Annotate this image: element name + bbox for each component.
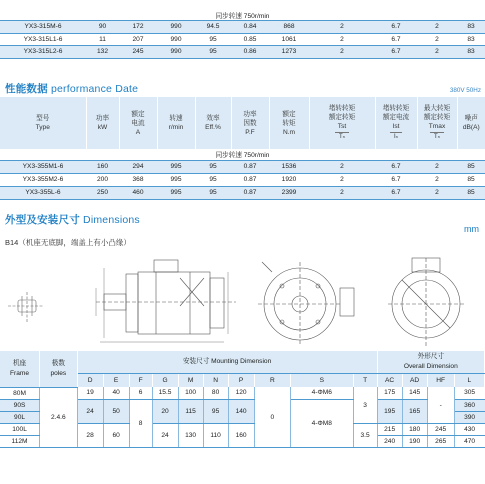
cell: 175: [377, 387, 402, 399]
col-header: AD: [402, 373, 427, 387]
mounting-note: B14（机座无底脚，端盖上有小凸缘）: [5, 238, 131, 247]
header-overall: 外形尺寸 Overall Dimension: [377, 351, 484, 373]
cell: 94.5: [195, 21, 231, 34]
header-noise: 噪声 dB(A): [457, 97, 485, 149]
cell: 0.84: [231, 21, 269, 34]
cell: 95: [195, 186, 231, 199]
cell: 83: [457, 33, 485, 46]
col-header: AC: [377, 373, 402, 387]
cell: 294: [119, 160, 157, 173]
sync-speed-row: [0, 149, 485, 160]
cell: 80M: [0, 387, 40, 399]
motor-dimension-drawings: [0, 248, 485, 348]
col-header: R: [254, 373, 290, 387]
header-locked-torque: 堵转转矩 额定转矩 Tst Tₙ: [309, 97, 375, 149]
cell: 250: [86, 186, 119, 199]
header-max-torque: 最大转矩 额定转矩 Tmax Tₙ: [417, 97, 457, 149]
col-header: T: [353, 373, 377, 387]
cell: 430: [454, 424, 484, 436]
cell: 995: [157, 160, 195, 173]
col-header: E: [103, 373, 129, 387]
cell: 2: [309, 33, 375, 46]
table-row: [0, 21, 485, 34]
col-header: F: [129, 373, 152, 387]
cell: 265: [427, 436, 454, 448]
table-row: [0, 173, 485, 186]
cell: 24: [152, 424, 178, 448]
cell: 90L: [0, 411, 40, 423]
cell: 1536: [269, 160, 309, 173]
cell: 2: [417, 173, 457, 186]
cell: YX3-315M-6: [0, 21, 86, 34]
table-row: [0, 387, 485, 399]
voltage-label: 380V 50Hz: [449, 87, 481, 94]
cell: 368: [119, 173, 157, 186]
cell: 6.7: [375, 186, 417, 199]
cell: -: [427, 387, 454, 424]
cell: 95: [195, 173, 231, 186]
cell: 8: [129, 399, 152, 448]
cell: 180: [402, 424, 427, 436]
cell: 115: [178, 399, 203, 423]
cell: 0.87: [231, 173, 269, 186]
cell: 1061: [269, 33, 309, 46]
cell: 19: [77, 387, 103, 399]
table-row: [0, 46, 485, 59]
performance-table: [0, 97, 485, 200]
cell: 4-ΦM8: [291, 399, 354, 448]
cell: YX3-315L2-6: [0, 46, 86, 59]
cell: 165: [402, 399, 427, 423]
cell: 2: [309, 186, 375, 199]
col-header: D: [77, 373, 103, 387]
cell: 130: [178, 424, 203, 448]
cell: 6: [129, 387, 152, 399]
cell: 2: [309, 173, 375, 186]
col-header: N: [203, 373, 228, 387]
cell: 20: [152, 399, 178, 423]
dimensions-title-en: Dimensions: [83, 214, 140, 226]
cell: 80: [203, 387, 228, 399]
header-efficiency: 效率 Eff.%: [195, 97, 231, 149]
table-row: [0, 33, 485, 46]
header-power: 功率 kW: [86, 97, 119, 149]
unit-label: mm: [464, 224, 479, 234]
col-header: S: [291, 373, 354, 387]
cell: 0.85: [231, 33, 269, 46]
cell: 83: [457, 46, 485, 59]
cell: 85: [457, 173, 485, 186]
cell: 470: [454, 436, 484, 448]
cell: 100L: [0, 424, 40, 436]
cell: 0.87: [231, 186, 269, 199]
rear-view-drawing: [388, 258, 464, 346]
dimensions-title-cn: 外型及安装尺寸: [5, 214, 80, 226]
header-frame: 机座 Frame: [0, 351, 40, 387]
top-performance-table: [0, 10, 485, 59]
cell: 4-ΦM6: [291, 387, 354, 399]
cell: 195: [377, 399, 402, 423]
header-locked-current: 堵转转矩 额定电流 Ist Iₙ: [375, 97, 417, 149]
header-mounting: 安装尺寸 Mounting Dimension: [77, 351, 377, 373]
cell: 6.7: [375, 160, 417, 173]
cell: 60: [103, 424, 129, 448]
cell: YX3-355L-6: [0, 186, 86, 199]
cell: 85: [457, 160, 485, 173]
cell: YX3-315L1-6: [0, 33, 86, 46]
cell: 112M: [0, 436, 40, 448]
cell: 140: [228, 399, 254, 423]
cell: 85: [457, 186, 485, 199]
table-row: [0, 186, 485, 199]
header-speed: 转速 r/min: [157, 97, 195, 149]
header-poles: 极数 poles: [40, 351, 78, 387]
cell: 2: [417, 46, 457, 59]
cell: 2: [417, 33, 457, 46]
cell: 868: [269, 21, 309, 34]
cell: 83: [457, 21, 485, 34]
cell: 145: [402, 387, 427, 399]
cell: 160: [86, 160, 119, 173]
cell: 990: [157, 33, 195, 46]
col-header: HF: [427, 373, 454, 387]
cell: 245: [427, 424, 454, 436]
cell: 190: [402, 436, 427, 448]
cell: 24: [77, 399, 103, 423]
performance-header-row: [0, 97, 485, 149]
cell: 2: [417, 21, 457, 34]
cell: 6.7: [375, 173, 417, 186]
cell: 0: [254, 387, 290, 448]
sync-speed-label: 同步转速 750r/min: [0, 149, 485, 160]
header-torque: 额定 转矩 N.m: [269, 97, 309, 149]
cell: 132: [86, 46, 119, 59]
cell: 6.7: [375, 46, 417, 59]
dimension-table: [0, 351, 485, 448]
flange-detail-drawing: [8, 292, 44, 322]
header-type: 型号 Type: [0, 97, 86, 149]
cell: 28: [77, 424, 103, 448]
cell: 460: [119, 186, 157, 199]
cell: 995: [157, 173, 195, 186]
col-header: G: [152, 373, 178, 387]
cell: 90S: [0, 399, 40, 411]
cell: 120: [228, 387, 254, 399]
cell: 2399: [269, 186, 309, 199]
cell: 6.7: [375, 21, 417, 34]
performance-title-cn: 性能数据: [5, 83, 48, 95]
col-header: M: [178, 373, 203, 387]
cell: 50: [103, 399, 129, 423]
cell: 2: [309, 160, 375, 173]
cell: 305: [454, 387, 484, 399]
dimension-header-row: [0, 351, 485, 373]
cell: 95: [203, 399, 228, 423]
cell: 240: [377, 436, 402, 448]
cell: 1273: [269, 46, 309, 59]
performance-title-en: performance Date: [50, 83, 139, 95]
sync-speed-label: 同步转速 750r/min: [0, 10, 485, 21]
cell: 245: [119, 46, 157, 59]
table-row: [0, 160, 485, 173]
cell: 990: [157, 21, 195, 34]
front-view-drawing: [258, 262, 354, 346]
cell: 0.86: [231, 46, 269, 59]
side-view-drawing: [96, 260, 236, 342]
cell-poles: 2.4.6: [40, 387, 78, 448]
cell: 2: [417, 160, 457, 173]
cell: 95: [195, 46, 231, 59]
cell: 11: [86, 33, 119, 46]
cell: 40: [103, 387, 129, 399]
cell: 0.87: [231, 160, 269, 173]
cell: 95: [195, 160, 231, 173]
sync-speed-row: [0, 10, 485, 21]
cell: 2: [417, 186, 457, 199]
cell: 172: [119, 21, 157, 34]
cell: 2: [309, 21, 375, 34]
cell: 3.5: [353, 424, 377, 448]
cell: 6.7: [375, 33, 417, 46]
cell: 215: [377, 424, 402, 436]
cell: 100: [178, 387, 203, 399]
cell: 200: [86, 173, 119, 186]
col-header: L: [454, 373, 484, 387]
cell: 160: [228, 424, 254, 448]
cell: 990: [157, 46, 195, 59]
cell: 90: [86, 21, 119, 34]
performance-title: [5, 81, 138, 96]
cell: 995: [157, 186, 195, 199]
cell: 2: [309, 46, 375, 59]
cell: 360: [454, 399, 484, 411]
cell: 1920: [269, 173, 309, 186]
cell: 15.5: [152, 387, 178, 399]
col-header: P: [228, 373, 254, 387]
header-current: 额定 电流 A: [119, 97, 157, 149]
cell: 207: [119, 33, 157, 46]
cell: YX3-355M1-6: [0, 160, 86, 173]
cell: YX3-355M2-6: [0, 173, 86, 186]
header-power-factor: 功率 因数 P.F: [231, 97, 269, 149]
cell: 110: [203, 424, 228, 448]
dimensions-title: [5, 212, 140, 227]
cell: 3: [353, 387, 377, 424]
cell: 95: [195, 33, 231, 46]
cell: 390: [454, 411, 484, 423]
